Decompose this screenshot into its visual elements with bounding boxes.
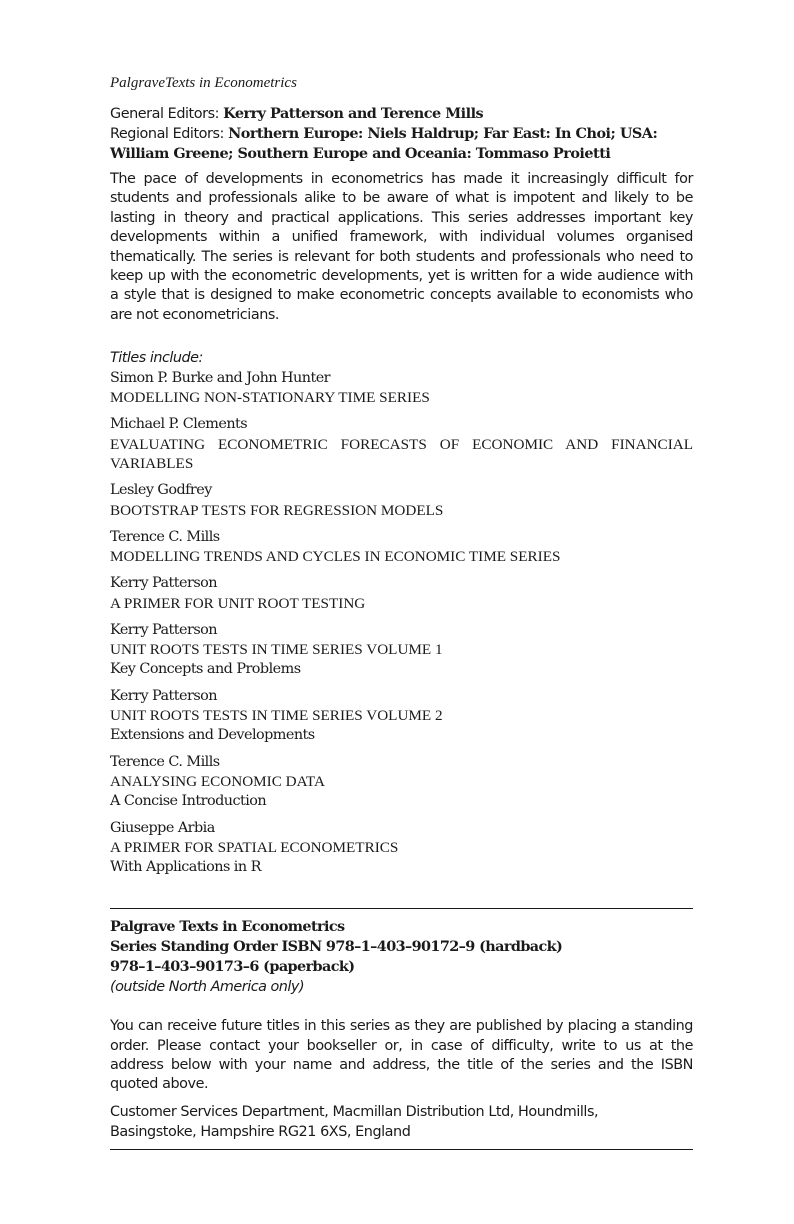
book-list (110, 369, 693, 878)
book-entry (110, 753, 693, 812)
book-author: Terence C. Mills (110, 753, 220, 770)
book-title: UNIT ROOTS TESTS IN TIME SERIES VOLUME 2 (110, 707, 443, 725)
book-subtitle: Key Concepts and Problems (110, 660, 301, 677)
book-entry (110, 481, 693, 520)
book-author: Simon P. Burke and John Hunter (110, 369, 331, 386)
book-title: MODELLING NON-STATIONARY TIME SERIES (110, 389, 430, 407)
book-entry (110, 369, 693, 408)
book-subtitle: With Applications in R (110, 858, 261, 875)
book-entry (110, 687, 693, 746)
book-title: EVALUATING ECONOMETRIC FORECASTS OF ECONOMIC AND FINANCIAL VARIABLES (110, 435, 693, 473)
address-line: Basingstoke, Hampshire RG21 6XS, England (110, 1123, 411, 1140)
book-entry (110, 574, 693, 613)
series-name: PalgraveTexts in Econometrics (110, 75, 297, 91)
book-entry (110, 819, 693, 878)
book-title: UNIT ROOTS TESTS IN TIME SERIES VOLUME 1 (110, 641, 443, 659)
bottom-divider (110, 1149, 693, 1150)
regional-editors-names: Northern Europe: Niels Haldrup; Far East: In Choi; USA: William Greene; Southern Europe and Oceania: Tommaso Proietti (110, 125, 658, 162)
book-title: MODELLING TRENDS AND CYCLES IN ECONOMIC TIME SERIES (110, 548, 561, 566)
editors-block (110, 104, 693, 164)
standing-order-block (110, 917, 693, 997)
standing-order-isbn-hardback: Series Standing Order ISBN 978–1–403–90172–9 (hardback) (110, 938, 563, 956)
book-author: Kerry Patterson (110, 575, 217, 592)
titles-include-label: Titles include: (110, 350, 203, 367)
address-line: Customer Services Department, Macmillan Distribution Ltd, Houndmills, (110, 1103, 599, 1120)
book-title: BOOTSTRAP TESTS FOR REGRESSION MODELS (110, 501, 444, 519)
top-divider (110, 908, 693, 909)
general-editors-label: General Editors: (110, 106, 224, 122)
general-editors-names: Kerry Patterson and Terence Mills (223, 105, 484, 122)
book-subtitle: A Concise Introduction (110, 792, 267, 809)
book-entry (110, 415, 693, 474)
standing-order-series-name: Palgrave Texts in Econometrics (110, 918, 345, 936)
book-title: ANALYSING ECONOMIC DATA (110, 773, 325, 791)
book-entry (110, 621, 693, 680)
series-page (110, 74, 693, 1150)
book-author: Giuseppe Arbia (110, 819, 215, 836)
book-entry (110, 528, 693, 567)
book-author: Kerry Patterson (110, 621, 217, 638)
standing-order-instructions: You can receive future titles in this series as they are published by placing a standing order. Please contact your bookseller or, in case of difficulty, write to us at the address below with your name and address, the title of the series and the ISBN quoted above. (110, 1018, 693, 1093)
book-title: A PRIMER FOR SPATIAL ECONOMETRICS (110, 839, 399, 857)
book-author: Michael P. Clements (110, 416, 248, 433)
book-title: A PRIMER FOR UNIT ROOT TESTING (110, 594, 366, 612)
book-author: Terence C. Mills (110, 528, 220, 545)
book-author: Lesley Godfrey (110, 482, 212, 499)
series-description: The pace of developments in econometrics has made it increasingly difficult for students and professionals alike to be aware of what is impotent and likely to be lasting in theory and practical applications. This series addresses important key developments within a unified framework, with individual volumes organised thematically. The series is relevant for both students and professionals who need to keep up with the econometric developments, yet is written for a wide audience with a style that is designed to make econometric concepts available to economists who are not econometricians. (110, 171, 693, 323)
book-author: Kerry Patterson (110, 687, 217, 704)
standing-order-isbn-paperback: 978–1–403–90173–6 (paperback) (110, 958, 355, 976)
standing-order-region-note: (outside North America only) (110, 979, 305, 996)
book-subtitle: Extensions and Developments (110, 726, 315, 743)
publisher-address (110, 1102, 693, 1142)
regional-editors-label: Regional Editors: (110, 126, 229, 142)
